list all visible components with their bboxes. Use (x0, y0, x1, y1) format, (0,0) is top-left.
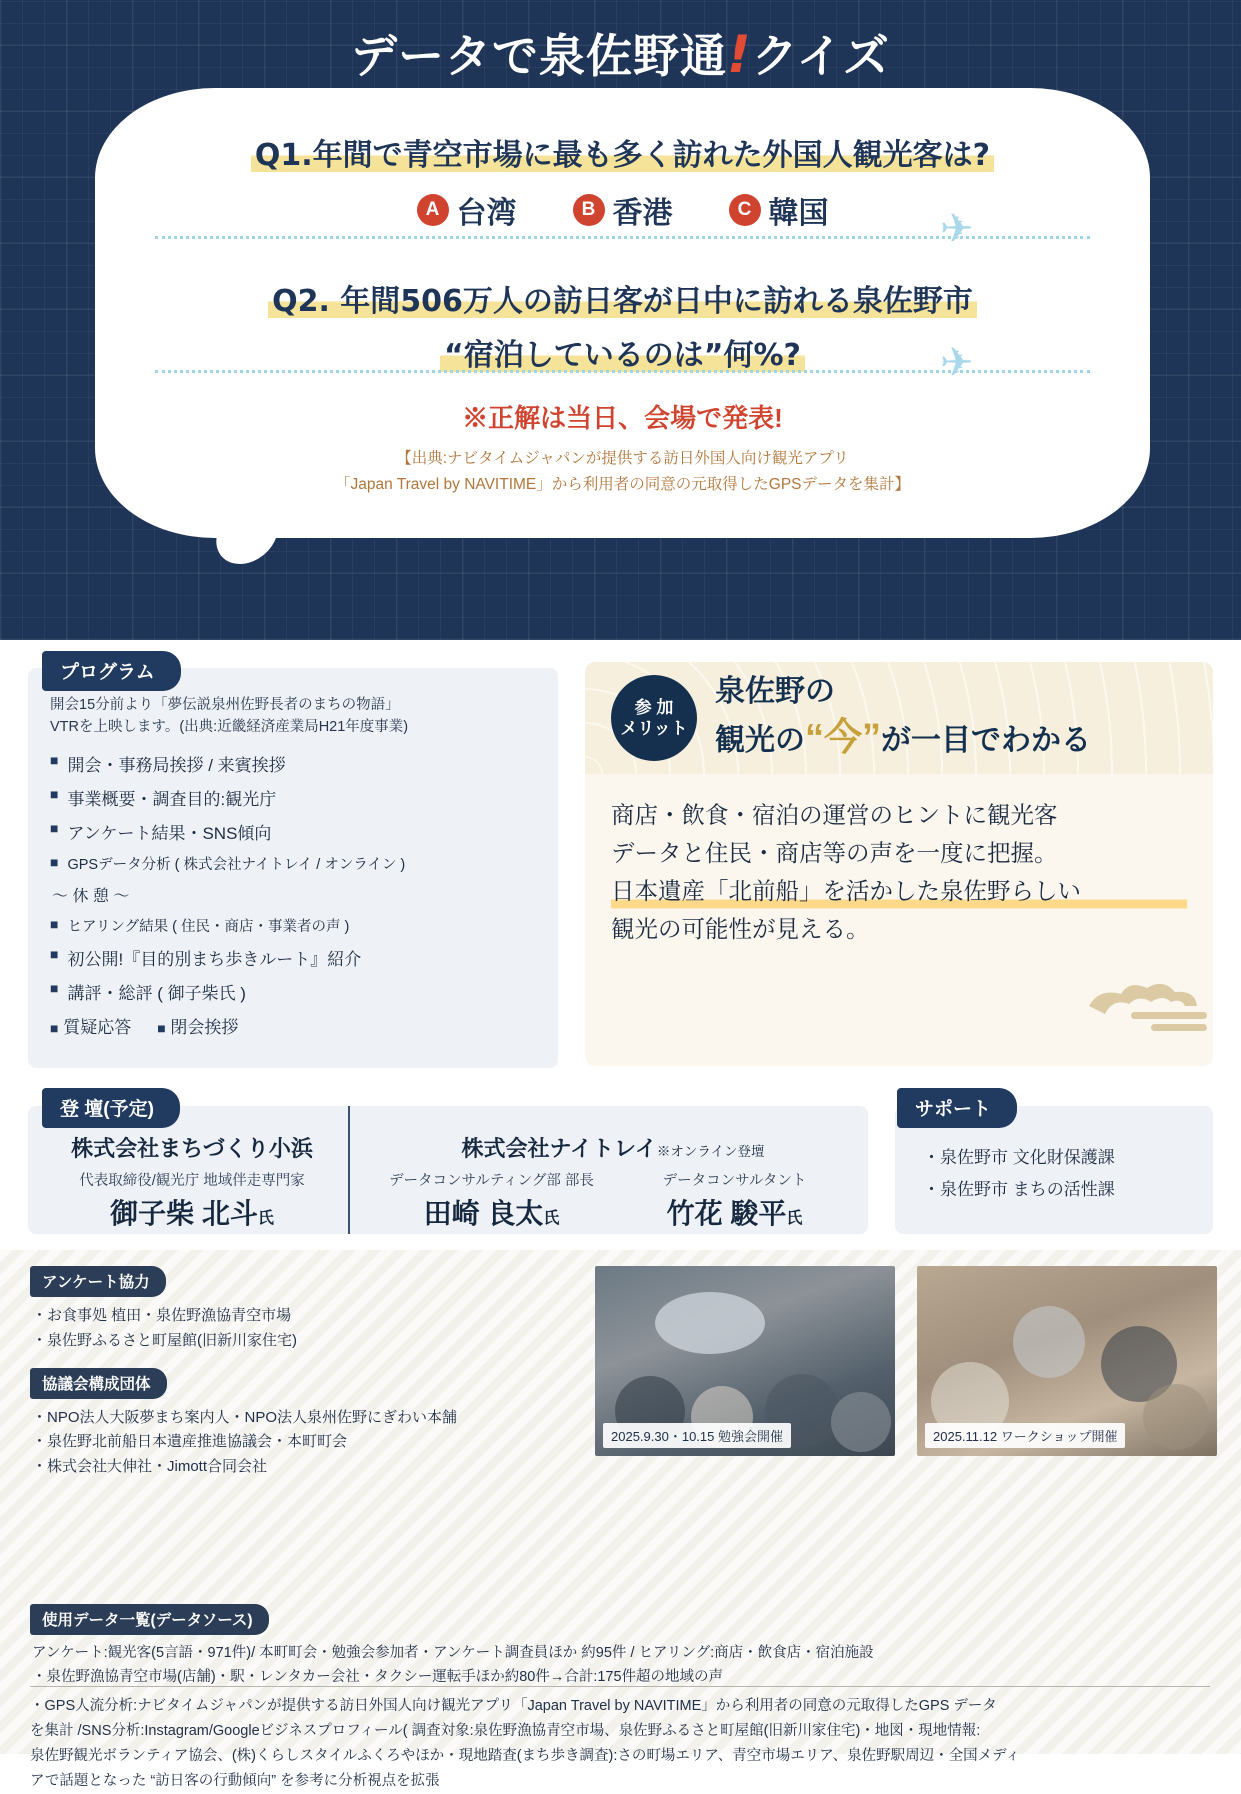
mid-section (0, 640, 1241, 1250)
program-item-label: 開会・事務局挨拶 / 来賓挨拶 (67, 755, 286, 775)
photo-caption-2: 2025.11.12 ワークショップ開催 (925, 1423, 1125, 1448)
speaker-person-2b (613, 1169, 856, 1232)
support-tag: サポート (897, 1088, 1017, 1128)
survey-item: ・泉佐野ふるさと町屋館(旧新川家住宅) (32, 1331, 297, 1349)
speaker-role-2a: データコンサルティング部 部長 (389, 1173, 594, 1189)
council-item: ・泉佐野北前船日本遺産推進協議会・本町町会 (32, 1433, 348, 1451)
square-bullet-icon: ■ (50, 1019, 59, 1036)
airplane-icon: ✈ (940, 207, 974, 251)
page-title-post: クイズ (751, 29, 890, 83)
footnote-line-1: ・GPS人流分析:ナビタイムジャパンが提供する訪日外国人向け観光アプリ「Japan Travel by NAVITIME」から利用者の同意の元取得したGPS データ (30, 1698, 997, 1714)
quiz-source-note (95, 446, 1150, 499)
merit-badge-line-2: メリット (620, 719, 688, 738)
choice-c-mark: C (729, 194, 761, 226)
program-item (50, 915, 538, 936)
data-items (32, 1642, 1210, 1690)
speaker-name-1-text: 御子柴 北斗 (110, 1198, 258, 1229)
square-bullet-icon: ■ (157, 1019, 166, 1036)
program-intro-line-2: VTRを上映します。(出典:近畿経済産業局H21年度事業) (50, 719, 409, 736)
merit-title-line-1: 泉佐野の (715, 675, 835, 709)
program-item (50, 819, 538, 844)
council-items (32, 1406, 590, 1480)
speaker-org-2-text: 株式会社ナイトレイ (461, 1136, 657, 1161)
choice-b[interactable] (573, 188, 673, 232)
page-title-bang: ! (727, 25, 752, 85)
program-item-label: 質疑応答 (63, 1017, 132, 1037)
square-bullet-icon: ■ (50, 979, 59, 996)
support-item: ・泉佐野市 まちの活性課 (923, 1180, 1115, 1199)
square-bullet-icon: ■ (50, 945, 59, 962)
choice-a-mark: A (417, 194, 449, 226)
data-item: ・泉佐野漁協青空市場(店舗)・駅・レンタカー会社・タクシー運転手ほか約80件→合計:175件超の地域の声 (32, 1668, 724, 1685)
survey-items (32, 1304, 590, 1354)
choice-a-label: 台湾 (456, 197, 517, 230)
square-bullet-icon: ■ (50, 751, 59, 768)
airplane-icon-2: ✈ (940, 341, 974, 385)
merit-badge (611, 675, 697, 761)
question-2 (95, 276, 1150, 374)
photo-caption-1: 2025.9.30・10.15 勉強会開催 (603, 1423, 791, 1448)
speaker-suffix-1: 氏 (257, 1210, 274, 1227)
quiz-section (0, 0, 1241, 640)
program-item-label: アンケート結果・SNS傾向 (67, 823, 272, 843)
square-bullet-icon: ■ (50, 785, 59, 802)
merit-body (585, 774, 1213, 948)
data-item: アンケート:観光客(5言語・971件)/ 本町町会・勉強会参加者・アンケート調査員ほか 約95件 / ヒアリング:商店・飲食店・宿泊施設 (32, 1645, 874, 1661)
speakers-tag: 登 壇(予定) (42, 1088, 180, 1128)
footnote (30, 1694, 1210, 1794)
quiz-bubble (95, 88, 1150, 538)
program-item-label: GPSデータ分析 ( 株式会社ナイトレイ / オンライン ) (67, 856, 406, 873)
merit-panel (585, 662, 1213, 1066)
speakers-section (28, 1092, 1213, 1237)
merit-body-line-3: 日本遺産「北前船」を活かした泉佐野らしい (611, 872, 1187, 910)
program-panel (28, 662, 558, 1068)
program-item-label: 閉会挨拶 (170, 1017, 239, 1037)
footnote-line-4: アで話題となった “訪日客の行動傾向” を参考に分析視点を拡張 (30, 1772, 440, 1789)
program-item-label: ヒアリング結果 ( 住民・商店・事業者の声 ) (67, 918, 350, 935)
question-2-line2: “宿泊しているのは”何%? (440, 330, 805, 374)
program-item-label: 事業概要・調査目的:観光庁 (67, 789, 277, 809)
choice-b-mark: B (573, 194, 605, 226)
quiz-source-line-2: 「Japan Travel by NAVITIME」から利用者の同意の元取得したGPSデータを集計】 (334, 476, 910, 494)
choice-a[interactable] (417, 188, 517, 232)
choice-c[interactable] (729, 188, 829, 232)
program-item (50, 785, 538, 810)
question-1-choices (95, 188, 1150, 232)
council-tag: 協議会構成団体 (30, 1368, 167, 1399)
support-item: ・泉佐野市 文化財保護課 (923, 1148, 1115, 1167)
program-intro (50, 694, 538, 739)
program-item (50, 945, 538, 970)
speaker-org-1: 株式会社まちづくり小浜 (71, 1136, 313, 1161)
speaker-name-2a-text: 田崎 良太 (423, 1198, 544, 1229)
data-tag: 使用データ一覧(データソース) (30, 1604, 269, 1635)
square-bullet-icon: ■ (50, 915, 59, 932)
program-item (50, 979, 538, 1004)
council-item: ・NPO法人大阪夢まち案内人・NPO法人泉州佐野にぎわい本舗 (32, 1408, 458, 1426)
footnote-line-3: 泉佐野観光ボランティア協会、(株)くらしスタイルふくろやほか・現地踏査(まち歩き調査):さの町場エリア、青空市場エリア、泉佐野駅周辺・全国メディ (30, 1747, 1020, 1764)
speaker-name-2b-text: 竹花 駿平 (666, 1198, 787, 1229)
program-item (50, 1013, 538, 1039)
choice-c-label: 韓国 (768, 197, 829, 230)
speaker-role-1: 代表取締役/観光庁 地域伴走専門家 (79, 1173, 305, 1189)
merit-header (585, 662, 1213, 774)
speaker-col-2 (348, 1106, 868, 1234)
speaker-role-2b: データコンサルタント (662, 1173, 807, 1189)
program-intro-line-1: 開会15分前より「夢伝説泉州佐野長者のまちの物語」 (50, 697, 400, 713)
footnote-line-2: を集計 /SNS分析:Instagram/Googleビジネスプロフィール( 調査対象:泉佐野漁協青空市場、泉佐野ふるさと町屋館(旧新川家住宅)・地図・現地情報: (30, 1722, 981, 1739)
program-item-label: 初公開!『目的別まち歩きルート』紹介 (67, 949, 362, 969)
cloud-ornament-icon (1059, 968, 1213, 1038)
question-2-line1: Q2. 年間506万人の訪日客が日中に訪れる泉佐野市 (268, 276, 977, 320)
merit-title-line-2a: 観光の (715, 723, 805, 757)
page-title-pre: データで泉佐野通 (351, 29, 728, 83)
bottom-section (0, 1250, 1241, 1789)
merit-title-line-2b: が一目でわかる (881, 723, 1092, 757)
photo-workshop (917, 1266, 1217, 1456)
program-break-label: 〜 休 憩 〜 (52, 887, 130, 905)
speaker-name-1 (48, 1192, 336, 1232)
program-item (50, 751, 538, 776)
question-1-text: Q1.年間で青空市場に最も多く訪れた外国人観光客は? (251, 130, 994, 174)
choice-b-label: 香港 (612, 197, 673, 230)
credits-column (30, 1266, 590, 1494)
merit-badge-line-1: 参 加 (634, 697, 674, 717)
merit-title-highlight: “今” (805, 716, 882, 759)
council-item: ・株式会社大伸社・Jimott合同会社 (32, 1458, 268, 1475)
survey-item: ・お食事処 植田・泉佐野漁協青空市場 (32, 1307, 292, 1324)
speaker-name-2a (370, 1192, 613, 1232)
merit-title (715, 672, 1091, 764)
answer-note: ※正解は当日、会場で発表! (462, 403, 783, 433)
program-item-label: 講評・総評 ( 御子柴氏 ) (67, 983, 246, 1003)
speaker-org-2-note: ※オンライン登壇 (656, 1144, 765, 1159)
square-bullet-icon: ■ (50, 819, 59, 836)
speaker-suffix-2b: 氏 (786, 1210, 803, 1227)
question-1 (95, 130, 1150, 232)
photo-study-session (595, 1266, 895, 1456)
photo-gallery (595, 1266, 1217, 1456)
data-source-block (30, 1604, 1210, 1704)
survey-tag: アンケート協力 (30, 1266, 166, 1297)
square-bullet-icon: ■ (50, 853, 59, 870)
merit-body-line-1: 商店・飲食・宿泊の運営のヒントに観光客 (611, 802, 1058, 828)
speaker-org-2 (370, 1132, 856, 1163)
program-tag: プログラム (42, 651, 181, 691)
program-item (50, 853, 538, 874)
speaker-person-2a (370, 1169, 613, 1232)
footnote-divider (30, 1686, 1210, 1687)
merit-body-line-2: データと住民・商店等の声を一度に把握。 (611, 840, 1058, 867)
page-title (0, 0, 1241, 86)
quiz-source-line-1: 【出典:ナビタイムジャパンが提供する訪日外国人向け観光アプリ (396, 450, 849, 467)
merit-body-line-4: 観光の可能性が見える。 (611, 916, 870, 943)
speaker-suffix-2a: 氏 (543, 1210, 560, 1227)
speaker-name-2b (613, 1192, 856, 1232)
